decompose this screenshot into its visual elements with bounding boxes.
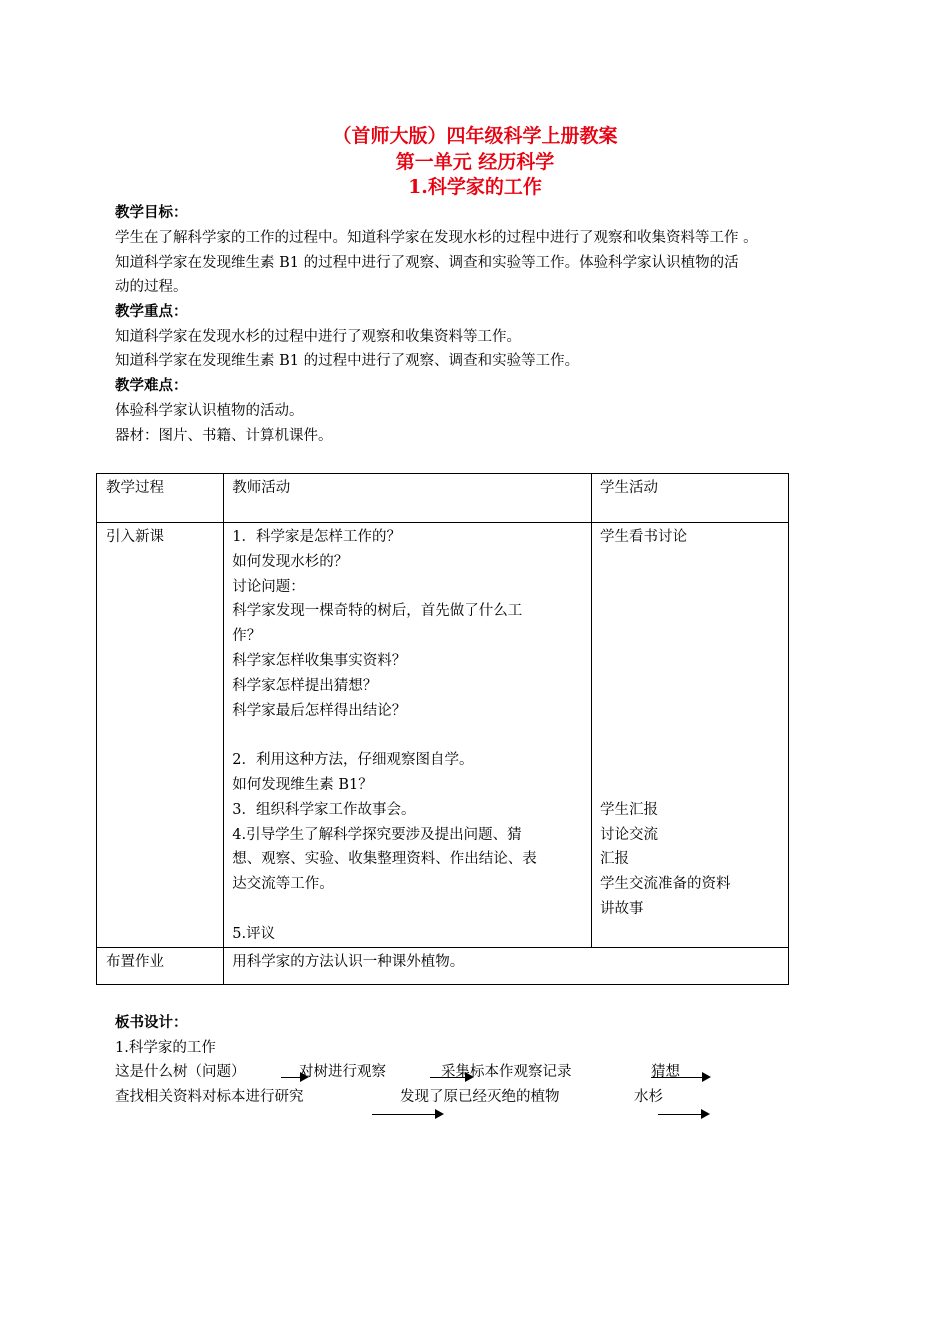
teacher-activity-line: 如何发现维生素 B1？	[232, 776, 373, 793]
difficulties-line: 体验科学家认识植物的活动。	[115, 403, 304, 419]
key-points-line: 知道科学家在发现水杉的过程中进行了观察和收集资料等工作。	[115, 329, 521, 345]
table-header-row	[97, 474, 789, 523]
board-step-discover: 发现了原已经灭绝的植物	[400, 1089, 560, 1105]
stage-cell: 布置作业	[97, 947, 224, 984]
arrow-right-icon	[372, 1114, 442, 1115]
student-activity-cell	[592, 523, 789, 948]
student-activity-line	[600, 748, 780, 773]
board-heading: 板书设计：	[115, 1014, 188, 1031]
teacher-activity-line: 科学家最后怎样得出结论？	[232, 702, 407, 719]
student-activity-line: 学生看书讨论	[600, 529, 687, 545]
teacher-activity-line: 科学家怎样提出猜想？	[232, 677, 378, 694]
student-activity-line	[600, 599, 780, 624]
arrow-right-icon	[281, 1077, 307, 1078]
arrow-right-icon	[651, 1077, 709, 1078]
teacher-activity-line: 4.引导学生了解科学探究要涉及提出问题、猜	[232, 826, 522, 843]
teacher-activity-line: 讨论问题：	[232, 578, 305, 595]
key-points-line: 知道科学家在发现维生素 B1 的过程中进行了观察、调查和实验等工作。	[115, 353, 580, 369]
student-activity-line: 汇报	[600, 851, 629, 868]
teacher-activity-line: 2．利用这种方法，仔细观察图自学。	[232, 752, 474, 769]
student-activity-line	[600, 674, 780, 699]
arrow-right-icon	[430, 1077, 472, 1078]
teacher-activity-line	[232, 897, 583, 922]
student-activity-line	[600, 624, 780, 649]
teacher-activity-line: 作？	[232, 628, 262, 645]
teacher-activity-line: 想、观察、实验、收集整理资料、作出结论、表	[232, 851, 537, 868]
teacher-activity-line: 1．科学家是怎样工作的？	[232, 529, 402, 545]
stage-cell: 引入新课	[97, 523, 224, 948]
teacher-activity-line: 如何发现水杉的？	[232, 553, 349, 570]
materials-line: 器材：图片、书籍、计算机课件。	[115, 428, 333, 444]
teacher-activity-line: 科学家怎样收集事实资料？	[232, 652, 407, 669]
board-step-research: 查找相关资料对标本进行研究	[115, 1089, 304, 1105]
key-points-heading: 教学重点：	[115, 303, 188, 320]
header-teacher: 教师活动	[224, 474, 592, 523]
table-row	[97, 947, 789, 984]
lesson-plan-table	[96, 473, 789, 985]
teacher-activity-cell	[224, 523, 592, 948]
student-activity-line	[600, 699, 780, 724]
teacher-activity-line: 达交流等工作。	[232, 876, 334, 893]
student-activity-line	[600, 550, 780, 575]
arrow-right-icon	[658, 1114, 708, 1115]
student-activity-line	[600, 575, 780, 600]
table-row	[97, 523, 789, 948]
teacher-activity-line: 科学家发现一棵奇特的树后，首先做了什么工	[232, 603, 523, 620]
teacher-activity-line: 3．组织科学家工作故事会。	[232, 801, 416, 818]
board-step-question: 这是什么树（问题）	[115, 1064, 246, 1080]
board-step-result: 水杉	[634, 1089, 663, 1105]
doc-title: （首师大版）四年级科学上册教案	[332, 125, 618, 147]
student-activity-line: 讨论交流	[600, 826, 658, 843]
student-activity-line: 学生汇报	[600, 801, 658, 818]
objectives-line: 学生在了解科学家的工作的过程中。知道科学家在发现水杉的过程中进行了观察和收集资料等工作 。	[115, 230, 758, 246]
student-activity-line	[600, 723, 780, 748]
difficulties-heading: 教学难点：	[115, 377, 188, 394]
student-activity-line: 学生交流准备的资料	[600, 876, 731, 893]
board-step-record: 采集标本作观察记录	[441, 1064, 572, 1080]
teacher-activity-line	[232, 723, 583, 748]
board-title: 1.科学家的工作	[115, 1040, 216, 1056]
teacher-activity-line: 5.评议	[232, 925, 276, 942]
unit-title: 第一单元 经历科学	[395, 151, 555, 173]
student-activity-line	[600, 649, 780, 674]
student-activity-line: 讲故事	[600, 900, 644, 917]
header-stage: 教学过程	[97, 474, 224, 523]
objectives-heading: 教学目标：	[115, 204, 188, 221]
objectives-line: 知道科学家在发现维生素 B1 的过程中进行了观察、调查和实验等工作。体验科学家认识植物的活	[115, 255, 739, 271]
header-student: 学生活动	[592, 474, 789, 523]
board-step-observe: 对树进行观察	[299, 1064, 386, 1080]
homework-cell: 用科学家的方法认识一种课外植物。	[224, 947, 789, 984]
board-step-guess: 猜想	[651, 1064, 680, 1080]
lesson-title: 1.科学家的工作	[408, 176, 542, 198]
student-activity-line	[600, 773, 780, 798]
objectives-line: 动的过程。	[115, 279, 188, 295]
